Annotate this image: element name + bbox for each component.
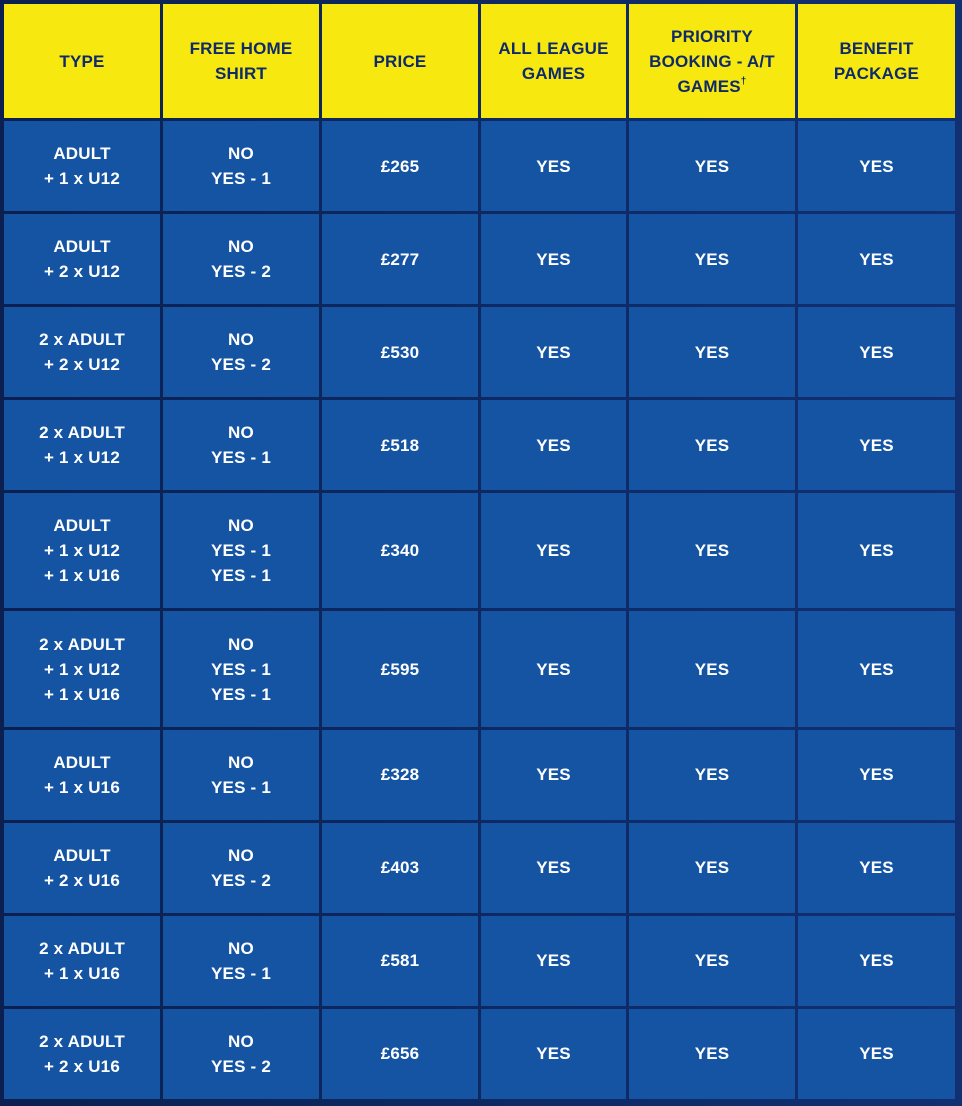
table-row xyxy=(4,121,955,211)
table-row xyxy=(4,916,955,1006)
cell-type: 2 x ADULT + 2 x U12 xyxy=(4,307,160,397)
cell-price: £403 xyxy=(322,823,478,913)
cell-type: 2 x ADULT + 1 x U16 xyxy=(4,916,160,1006)
table-row xyxy=(4,823,955,913)
header-priority-booking: PRIORITY BOOKING - A/T GAMES† xyxy=(629,4,795,118)
cell-type: ADULT + 2 x U16 xyxy=(4,823,160,913)
cell-priority-booking: YES xyxy=(629,611,795,726)
cell-type: 2 x ADULT + 1 x U12 + 1 x U16 xyxy=(4,611,160,726)
cell-benefit-package: YES xyxy=(798,730,955,820)
cell-price: £328 xyxy=(322,730,478,820)
cell-type: ADULT + 2 x U12 xyxy=(4,214,160,304)
cell-type: ADULT + 1 x U12 xyxy=(4,121,160,211)
cell-benefit-package: YES xyxy=(798,1009,955,1099)
cell-all-league-games: YES xyxy=(481,823,626,913)
cell-benefit-package: YES xyxy=(798,493,955,608)
cell-type: ADULT + 1 x U16 xyxy=(4,730,160,820)
cell-free-home-shirt: NO YES - 1 xyxy=(163,916,319,1006)
header-price: PRICE xyxy=(322,4,478,118)
cell-benefit-package: YES xyxy=(798,611,955,726)
cell-type: 2 x ADULT + 2 x U16 xyxy=(4,1009,160,1099)
cell-free-home-shirt: NO YES - 1 xyxy=(163,730,319,820)
cell-free-home-shirt: NO YES - 2 xyxy=(163,1009,319,1099)
season-ticket-pricing-table xyxy=(1,1,958,1102)
dagger-footnote-mark: † xyxy=(740,75,747,87)
cell-all-league-games: YES xyxy=(481,214,626,304)
cell-price: £277 xyxy=(322,214,478,304)
cell-free-home-shirt: NO YES - 1 xyxy=(163,400,319,490)
cell-price: £656 xyxy=(322,1009,478,1099)
cell-price: £340 xyxy=(322,493,478,608)
cell-free-home-shirt: NO YES - 1 xyxy=(163,121,319,211)
cell-benefit-package: YES xyxy=(798,916,955,1006)
cell-priority-booking: YES xyxy=(629,916,795,1006)
cell-type: ADULT + 1 x U12 + 1 x U16 xyxy=(4,493,160,608)
cell-price: £265 xyxy=(322,121,478,211)
table-row xyxy=(4,730,955,820)
cell-free-home-shirt: NO YES - 1 YES - 1 xyxy=(163,611,319,726)
cell-all-league-games: YES xyxy=(481,611,626,726)
cell-free-home-shirt: NO YES - 2 xyxy=(163,823,319,913)
table-row xyxy=(4,611,955,726)
cell-priority-booking: YES xyxy=(629,493,795,608)
cell-benefit-package: YES xyxy=(798,121,955,211)
cell-all-league-games: YES xyxy=(481,1009,626,1099)
cell-all-league-games: YES xyxy=(481,400,626,490)
cell-priority-booking: YES xyxy=(629,1009,795,1099)
header-benefit-package: BENEFIT PACKAGE xyxy=(798,4,955,118)
cell-benefit-package: YES xyxy=(798,307,955,397)
cell-free-home-shirt: NO YES - 2 xyxy=(163,214,319,304)
header-all-league-games: ALL LEAGUE GAMES xyxy=(481,4,626,118)
header-row xyxy=(4,4,955,118)
cell-priority-booking: YES xyxy=(629,121,795,211)
cell-price: £595 xyxy=(322,611,478,726)
cell-type: 2 x ADULT + 1 x U12 xyxy=(4,400,160,490)
cell-priority-booking: YES xyxy=(629,400,795,490)
table-body xyxy=(4,121,955,1099)
cell-benefit-package: YES xyxy=(798,214,955,304)
cell-all-league-games: YES xyxy=(481,916,626,1006)
table-row xyxy=(4,1009,955,1099)
cell-benefit-package: YES xyxy=(798,823,955,913)
header-type: TYPE xyxy=(4,4,160,118)
cell-price: £530 xyxy=(322,307,478,397)
table-row xyxy=(4,400,955,490)
cell-price: £518 xyxy=(322,400,478,490)
table-row xyxy=(4,493,955,608)
table-row xyxy=(4,307,955,397)
cell-all-league-games: YES xyxy=(481,121,626,211)
table-row xyxy=(4,214,955,304)
cell-priority-booking: YES xyxy=(629,214,795,304)
cell-priority-booking: YES xyxy=(629,307,795,397)
cell-price: £581 xyxy=(322,916,478,1006)
cell-priority-booking: YES xyxy=(629,730,795,820)
cell-all-league-games: YES xyxy=(481,493,626,608)
cell-benefit-package: YES xyxy=(798,400,955,490)
cell-free-home-shirt: NO YES - 2 xyxy=(163,307,319,397)
cell-free-home-shirt: NO YES - 1 YES - 1 xyxy=(163,493,319,608)
cell-priority-booking: YES xyxy=(629,823,795,913)
cell-all-league-games: YES xyxy=(481,307,626,397)
header-free-home-shirt: FREE HOME SHIRT xyxy=(163,4,319,118)
cell-all-league-games: YES xyxy=(481,730,626,820)
